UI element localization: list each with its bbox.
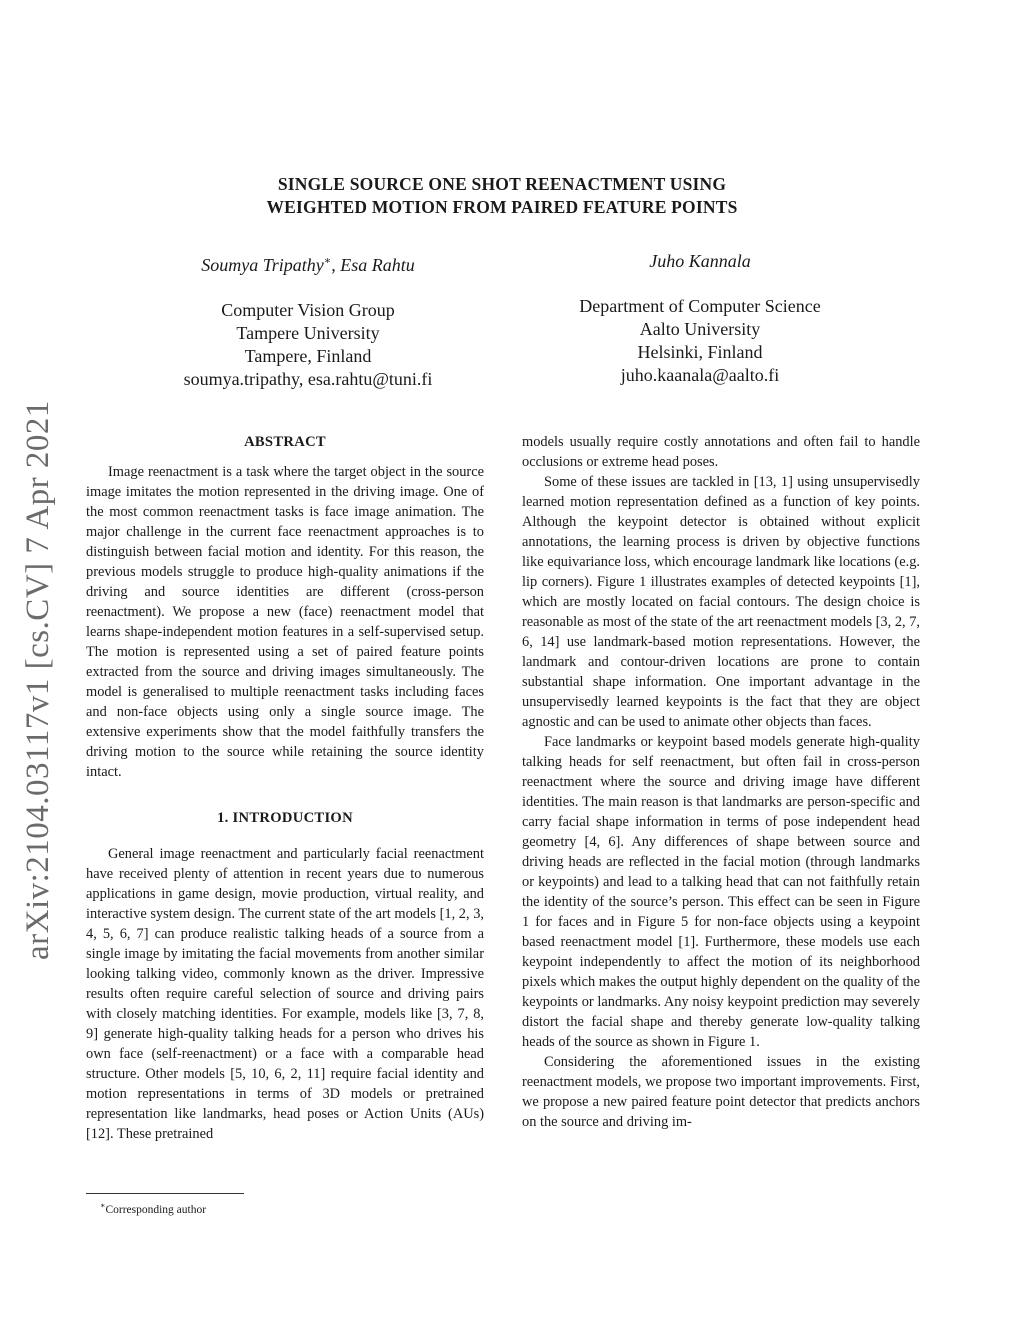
email-right: juho.kaanala@aalto.fi	[620, 365, 780, 385]
abstract-heading: ABSTRACT	[244, 434, 326, 450]
affiliation-right-2: Aalto University	[639, 319, 761, 339]
footnote-text: Corresponding author	[105, 1203, 207, 1216]
footnote	[100, 1199, 206, 1217]
intro-paragraph-1: General image reenactment and particularly facial reenactment have received plenty of attention in recent years due to numerous applications in game design, movie production, virtual reality, and interactive system design. The current state of the art models [1, 2, 3, 4, 5, 6, 7] can produce realistic talking heads of a source from a single image by imitating the facial movements from another similar looking talking video, commonly known as the driver. Impressive results often require careful selection of source and driving pairs with closely matching identities. For example, models like [3, 7, 8, 9] generate high-quality talking heads for a person who drives his own face (self-reenactment) or a face with a comparable head structure. Other models [5, 10, 6, 2, 11] require facial identity and motion representations in terms of 3D models or pretrained representation like landmarks, head poses or Action Units (AUs) [12]. These pretrained	[86, 846, 484, 1142]
intro-paragraph-1-continued: models usually require costly annotations and often fail to handle occlusions or extreme head poses.	[522, 434, 920, 470]
introduction-heading: 1. INTRODUCTION	[217, 810, 353, 826]
author-block-left	[130, 250, 486, 391]
corresponding-mark: ∗	[323, 255, 332, 267]
affiliation-left-3: Tampere, Finland	[244, 346, 372, 366]
footnote-mark: ∗	[100, 1201, 106, 1210]
intro-paragraph-2: Some of these issues are tackled in [13, 1] using unsupervisedly learned motion representation defined as a function of key points. Although the keypoint detector is obtained without explicit annotations, the learning process is driven by objective functions like equivariance loss, which encourage landmark like locations (e.g. lip corners). Figure 1 illustrates examples of detected keypoints [1], which are mostly located on facial contours. The design choice is reasonable as most of the state of the art reenactment models [3, 2, 7, 6, 14] use landmark-based motion representations. However, the landmark and contour-driven locations are prone to contain substantial shape information. One important advantage in the unsupervisedly learned keypoints is the fact that they are object agnostic and can be used to animate other objects than faces.	[522, 474, 921, 730]
left-column	[86, 432, 484, 1144]
email-left: soumya.tripathy, esa.rahtu@tuni.fi	[183, 369, 433, 389]
author-block-right	[530, 250, 870, 387]
title-line-2: WEIGHTED MOTION FROM PAIRED FEATURE POINTS	[266, 197, 738, 217]
paper-title	[150, 173, 854, 219]
abstract-text: Image reenactment is a task where the target object in the source image imitates the motion represented in the driving image. One of the most common reenactment tasks is face image animation. The major challenge in the current face reenactment approaches is to distinguish between facial motion and identity. For this reason, the previous models struggle to produce high-quality animations if the driving and source identities are different (cross-person reenactment). We propose a new (face) reenactment model that learns shape-independent motion features in a self-supervised setup. The motion is represented using a set of paired feature points extracted from the source and driving images simultaneously. The model is generalised to multiple reenactment tasks including faces and non-face objects using only a single source image. The extensive experiments show that the model faithfully transfers the driving motion to the source while retaining the source identity intact.	[86, 464, 484, 780]
affiliation-right-1: Department of Computer Science	[579, 296, 821, 316]
arxiv-side-stamp	[18, 360, 58, 960]
affiliation-right-3: Helsinki, Finland	[637, 342, 763, 362]
author-names-left	[130, 250, 486, 277]
affiliation-left-2: Tampere University	[236, 323, 380, 343]
right-column	[522, 432, 920, 1132]
author-name-tripathy: Soumya Tripathy	[201, 255, 324, 275]
affiliation-left-1: Computer Vision Group	[221, 300, 395, 320]
title-line-1: SINGLE SOURCE ONE SHOT REENACTMENT USING	[277, 174, 727, 194]
intro-paragraph-4: Considering the aforementioned issues in the existing reenactment models, we propose two important improvements. First, we propose a new paired feature point detector that predicts anchors on the source and driving im-	[522, 1054, 920, 1130]
author-names-right: Juho Kannala	[649, 251, 751, 271]
arxiv-identifier: arXiv:2104.03117v1 [cs.CV] 7 Apr 2021	[20, 400, 56, 960]
intro-paragraph-3: Face landmarks or keypoint based models generate high-quality talking heads for self reenactment, but often fail in cross-person reenactment where the source and driving image have different identities. The main reason is that landmarks are person-specific and carry facial shape information in terms of pose independent head geometry [4, 6]. Any differences of shape between source and driving heads are reflected in the facial motion (through landmarks or keypoints) and lead to a talking head that can not faithfully retain the identity of the source’s person. This effect can be seen in Figure 1 for faces and in Figure 5 for non-face objects using a keypoint based reenactment model [1]. Furthermore, these models use each keypoint independently to affect the motion of its neighborhood pixels which makes the output highly dependent on the quality of the keypoints or landmarks. Any noisy keypoint prediction may severely distort the facial shape and thereby generate low-quality talking heads of the source as shown in Figure 1.	[522, 734, 920, 1050]
footnote-divider	[86, 1193, 244, 1194]
author-name-rahtu: , Esa Rahtu	[331, 255, 415, 275]
